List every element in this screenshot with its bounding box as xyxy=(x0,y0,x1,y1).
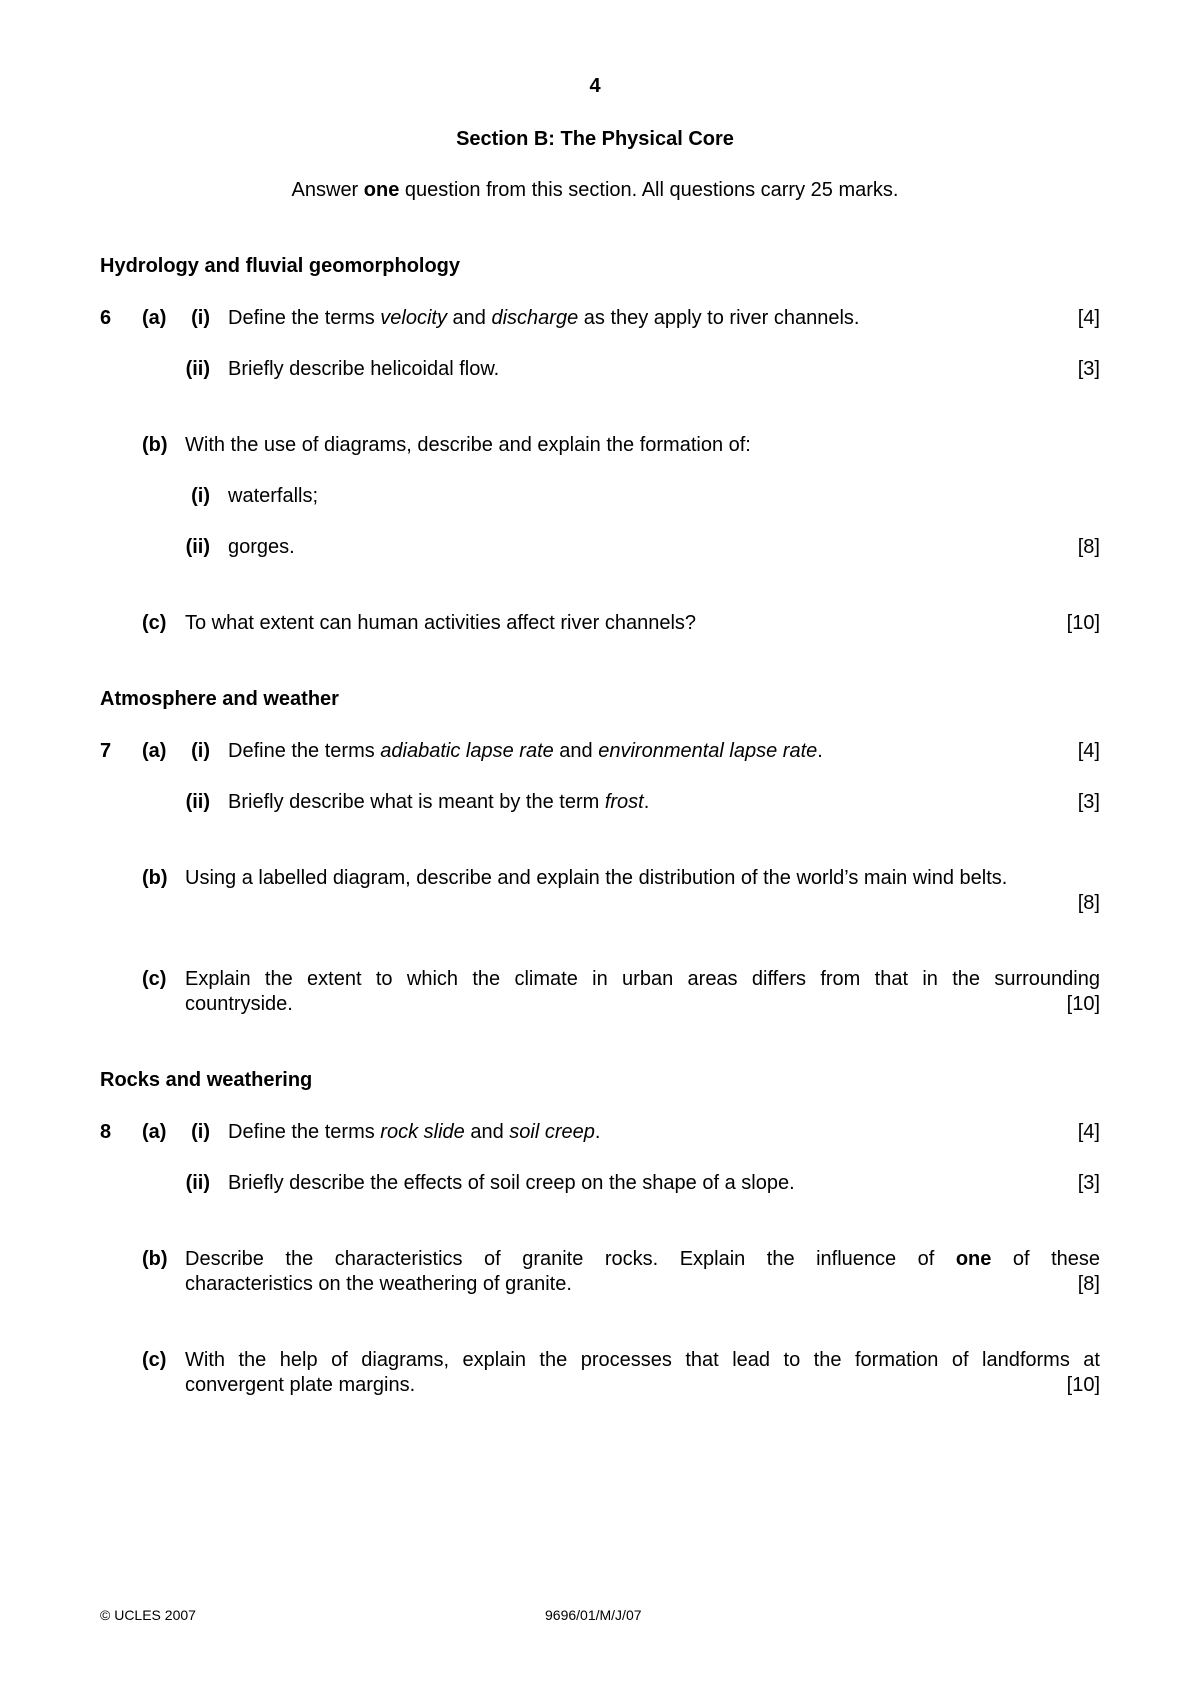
q6-b-ii-label: (ii) xyxy=(185,536,210,558)
section-title: Section B: The Physical Core xyxy=(456,128,734,150)
q8-b-line1-part1: Describe the characteristics of granite rocks. Explain the influence of xyxy=(185,1248,956,1270)
q8-b-line1-emphasis: one xyxy=(955,1248,992,1270)
page-number: 4 xyxy=(589,75,601,97)
q7-a-i-t2: and xyxy=(553,740,599,762)
q7-c-line1: Explain the extent to which the climate in urban areas differs from that in the surrounding xyxy=(185,968,1100,990)
q8-b-line2: characteristics on the weathering of granite. xyxy=(185,1273,572,1295)
footer-paper-code: 9696/01/M/J/07 xyxy=(545,1607,642,1623)
q8-part-b-label: (b) xyxy=(142,1248,168,1270)
q6-b-text: With the use of diagrams, describe and explain the formation of: xyxy=(185,434,751,456)
q6-a-i-term-discharge: discharge xyxy=(491,307,579,329)
q6-c-mark: [10] xyxy=(1066,612,1100,634)
q8-c-line2: convergent plate margins. xyxy=(185,1374,416,1396)
q8-part-a-label: (a) xyxy=(142,1121,167,1143)
q7-c-mark: [10] xyxy=(1066,993,1100,1015)
q7-a-i-term-adiabatic: adiabatic lapse rate xyxy=(380,740,554,762)
q7-a-i-mark: [4] xyxy=(1077,740,1100,762)
question-number-6: 6 xyxy=(100,307,112,329)
q6-a-i-t1: Define the terms xyxy=(228,307,381,329)
section-instruction xyxy=(0,178,1190,202)
q6-b-i-text: waterfalls; xyxy=(228,485,319,507)
q8-a-ii-text: Briefly describe the effects of soil creep on the shape of a slope. xyxy=(228,1172,795,1194)
q7-a-i-t3: . xyxy=(817,740,823,762)
q6-part-a-label: (a) xyxy=(142,307,167,329)
q7-a-ii-term-frost: frost xyxy=(604,791,644,813)
question-number-7: 7 xyxy=(100,740,112,762)
instruction-text-2: question from this section. All questions carry 25 marks. xyxy=(399,179,899,201)
q6-b-ii-text: gorges. xyxy=(228,536,295,558)
q7-part-b-label: (b) xyxy=(142,867,168,889)
q6-a-i-t3: as they apply to river channels. xyxy=(578,307,860,329)
q8-a-i-label: (i) xyxy=(191,1121,210,1143)
topic-heading-hydrology: Hydrology and fluvial geomorphology xyxy=(100,255,461,277)
q8-a-i-term-rock-slide: rock slide xyxy=(380,1121,465,1143)
q6-b-i-label: (i) xyxy=(191,485,210,507)
q6-a-ii-mark: [3] xyxy=(1077,358,1100,380)
q7-c-line2: countryside. xyxy=(185,993,293,1015)
q6-a-ii-text: Briefly describe helicoidal flow. xyxy=(228,358,500,380)
q8-a-i-t2: and xyxy=(464,1121,510,1143)
q7-a-ii-t1: Briefly describe what is meant by the term xyxy=(228,791,605,813)
q6-a-i-t2: and xyxy=(447,307,492,329)
q6-a-ii-label: (ii) xyxy=(185,358,210,380)
q8-c-line1: With the help of diagrams, explain the processes that lead to the formation of landforms at xyxy=(185,1349,1100,1371)
q8-b-line1 xyxy=(185,1247,1100,1271)
q8-a-i-t1: Define the terms xyxy=(228,1121,381,1143)
q8-part-c-label: (c) xyxy=(142,1349,167,1371)
q6-a-i-label: (i) xyxy=(191,307,210,329)
q8-a-ii-mark: [3] xyxy=(1077,1172,1100,1194)
q8-a-i-term-soil-creep: soil creep xyxy=(509,1121,595,1143)
q7-part-a-label: (a) xyxy=(142,740,167,762)
q8-a-i-mark: [4] xyxy=(1077,1121,1100,1143)
footer-copyright: © UCLES 2007 xyxy=(100,1607,196,1623)
topic-heading-rocks: Rocks and weathering xyxy=(100,1069,313,1091)
q8-a-i-t3: . xyxy=(594,1121,601,1143)
q6-a-i-mark: [4] xyxy=(1077,307,1100,329)
q6-a-i-text xyxy=(228,306,859,330)
q7-b-text: Using a labelled diagram, describe and explain the distribution of the world’s main wind belts. xyxy=(185,867,1008,889)
q8-a-ii-label: (ii) xyxy=(185,1172,210,1194)
q7-a-ii-mark: [3] xyxy=(1077,791,1100,813)
q7-part-c-label: (c) xyxy=(142,968,167,990)
instruction-text-1: Answer xyxy=(291,179,364,201)
topic-heading-atmosphere: Atmosphere and weather xyxy=(100,688,339,710)
q7-a-i-t1: Define the terms xyxy=(228,740,381,762)
q7-a-ii-t2: . xyxy=(643,791,650,813)
q7-a-i-text xyxy=(228,739,823,763)
question-number-8: 8 xyxy=(100,1121,112,1143)
q6-part-c-label: (c) xyxy=(142,612,167,634)
q7-a-ii-text xyxy=(228,790,649,814)
q6-a-i-term-velocity: velocity xyxy=(380,307,447,329)
q8-c-mark: [10] xyxy=(1066,1374,1100,1396)
q6-c-text: To what extent can human activities affect river channels? xyxy=(185,612,697,634)
q7-a-i-label: (i) xyxy=(191,740,210,762)
q8-b-line1-part2: of these xyxy=(991,1248,1101,1270)
q6-part-b-label: (b) xyxy=(142,434,168,456)
q7-a-ii-label: (ii) xyxy=(185,791,210,813)
q7-b-mark: [8] xyxy=(1077,892,1100,914)
q8-a-i-text xyxy=(228,1120,600,1144)
q7-a-i-term-environmental: environmental lapse rate xyxy=(598,740,818,762)
q8-b-mark: [8] xyxy=(1077,1273,1100,1295)
q6-b-mark: [8] xyxy=(1077,536,1100,558)
instruction-emphasis: one xyxy=(363,179,400,201)
